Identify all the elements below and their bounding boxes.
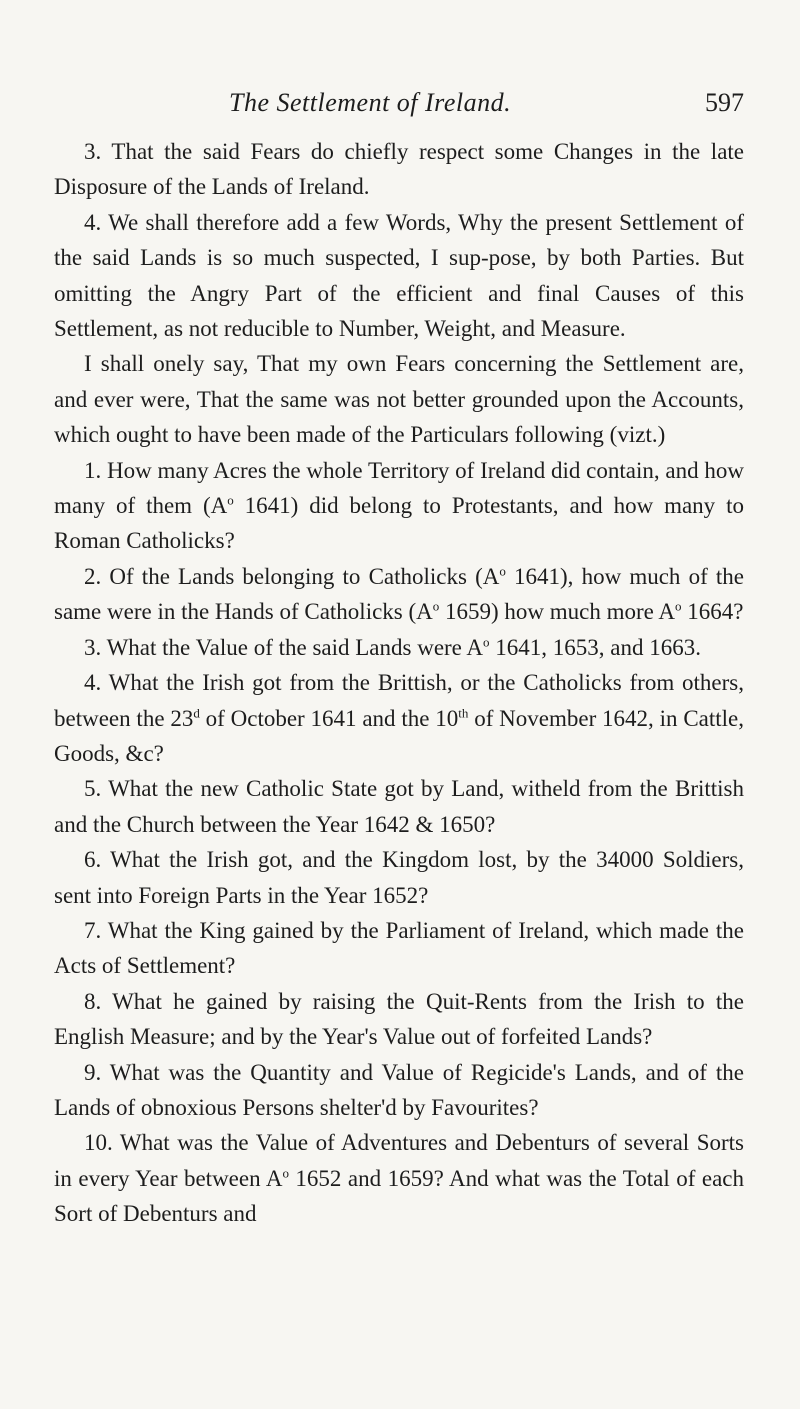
paragraph-text: of November 1642, in Cattle, Goods, &c?	[54, 705, 744, 766]
list-item-2	[54, 559, 744, 630]
paragraph-text: 6. What the Irish got, and the Kingdom lost, by the 34000 Soldiers, sent into Foreign Parts in the Year 1652?	[54, 847, 744, 908]
running-title: The Settlement of Ireland.	[229, 88, 512, 117]
superscript: o	[483, 634, 490, 650]
paragraph-text: 9. What was the Quantity and Value of Regicide's Lands, and of the Lands of obnoxious Persons shelter'd by Favourites?	[54, 1059, 744, 1120]
paragraph-text: 4. What the Irish got from the Brittish, or the Catholicks from others, between the 23	[54, 670, 744, 731]
paragraph-3-changes	[54, 134, 744, 205]
list-item-6	[54, 842, 744, 913]
paragraph-text: 1641) did belong to Protestants, and how many to Roman Catholicks?	[54, 493, 744, 554]
superscript: o	[674, 598, 682, 614]
paragraph-text: 4. We shall therefore add a few Words, Why the present Settlement of the said Lands is so much suspected, I sup-pose, by both Parties. But omitting the Angry Part of the efficient and final Causes of this Settlement, as not reducible to Number, Weight, and Measure.	[54, 209, 744, 342]
paragraph-text: 1659) how much more A	[439, 599, 675, 625]
list-item-3	[54, 630, 744, 665]
paragraph-text: 5. What the new Catholic State got by Land, witheld from the Brittish and the Church between the Year 1642 & 1650?	[54, 776, 744, 837]
page-number: 597	[705, 88, 744, 117]
paragraph-text: 1. How many Acres the whole Territory of Ireland did contain, and how many of them (A	[54, 457, 744, 519]
list-item-4	[54, 665, 744, 771]
paragraph-text: 7. What the King gained by the Parliament of Ireland, which made the Acts of Settlement?	[54, 917, 744, 979]
superscript: o	[282, 1165, 289, 1181]
paragraph-text: 1664?	[681, 599, 744, 625]
list-item-8	[54, 984, 744, 1055]
superscript: o	[499, 563, 506, 579]
paragraph-text: 1652 and 1659? And what was the Total of each Sort of Debenturs and	[54, 1165, 744, 1227]
superscript: d	[193, 704, 200, 720]
paragraph-text: 8. What he gained by raising the Quit-Rents from the Irish to the English Measure; and by the Year's Value out of forfeited Lands?	[54, 988, 744, 1050]
body-text	[54, 134, 744, 1232]
paragraph-text: of October 1641 and the 10	[199, 705, 459, 731]
paragraph-text: 3. That the said Fears do chiefly respect some Changes in the late Disposure of the Lands of Ireland.	[54, 139, 744, 200]
paragraph-text: 1641), how much of the same were in the Hands of Catholicks (A	[54, 563, 744, 625]
list-item-1	[54, 453, 744, 559]
superscript: th	[458, 704, 469, 720]
paragraph-text: 2. Of the Lands belonging to Catholicks (A	[84, 563, 500, 589]
paragraph-text: 3. What the Value of the said Lands were A	[84, 634, 483, 660]
paragraph-4-settlement-suspected	[54, 205, 744, 347]
list-item-10	[54, 1125, 744, 1231]
paragraph-text: I shall onely say, That my own Fears concerning the Settlement are, and ever were, That the same was not better grounded upon the Accounts, which ought to have been made of the Particulars following (vizt.)	[54, 351, 744, 448]
running-head	[54, 88, 744, 128]
paragraph-onely-say	[54, 346, 744, 452]
paragraph-text: 1641, 1653, and 1663.	[489, 634, 701, 660]
book-page	[54, 88, 744, 1232]
list-item-9	[54, 1055, 744, 1126]
list-item-7	[54, 913, 744, 984]
superscript: o	[227, 492, 234, 508]
superscript: o	[432, 598, 440, 614]
list-item-5	[54, 771, 744, 842]
paragraph-text: 10. What was the Value of Adventures and Debenturs of several Sorts in every Year between A	[54, 1130, 744, 1191]
